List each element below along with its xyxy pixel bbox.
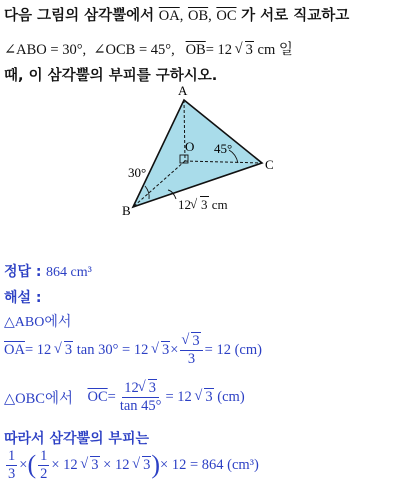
mid-part-2: × 12 [103,456,130,473]
eq-sign: = [107,388,116,405]
comma: , [179,8,184,24]
segment-oc: $\overline{OC}$ [216,8,237,24]
ob-unit: cm 일 [257,42,293,58]
eq-part: = 12 [24,341,52,358]
sqrt-radicand: 3 [205,388,213,405]
sqrt-symbol [152,342,170,359]
problem-line-2: ∠ABO = 30°, ∠OCB = 45°, $\overline{OB}= 12$ √ 3 cm 일 [4,38,293,59]
length-prefix: 12 [178,197,191,212]
fraction-numerator: 1 [40,448,48,464]
result: = 12 (cm) [204,341,262,358]
sqrt-radicand: 3 [192,333,200,349]
angle-abo-text: ∠ABO = 30° [4,42,83,58]
step2-equation [4,380,245,414]
comma: , [208,8,212,24]
angle-ocb-text: ∠OCB = 45° [93,42,172,58]
segment-ob: $\overline{OB}$ [187,8,209,24]
problem-line-3: 때, 이 삼각뿔의 부피를 구하시오. [4,68,218,84]
fraction-denominator: 2 [40,465,48,482]
times-sign: × [19,456,28,473]
segment-oa: $\overline{OA}$ [4,341,25,358]
label-a: A [178,83,188,98]
sqrt-symbol [195,389,213,406]
unit: (cm) [217,388,245,405]
angle-30-label: 30° [128,165,147,180]
problem-intro: 다음 그림의 삼각뿔에서 [4,8,155,24]
sqrt-radicand: 3 [245,42,253,58]
fraction [38,448,49,482]
sqrt-radicand: 3 [161,341,170,358]
step2-title: △OBC에서 [4,390,73,407]
fraction [6,448,17,482]
step3-equation [4,448,259,482]
sqrt-symbol [139,380,157,397]
sqrt-radicand: 3 [201,197,208,212]
left-paren: ( [27,450,37,480]
mid-part: × 12 [51,456,78,473]
step1-title: △ABO에서 [4,315,72,330]
fraction-denominator: tan 45° [119,397,162,414]
tail-part: × 12 = 864 (cm³) [160,456,259,473]
length-label [178,197,228,213]
fraction [180,333,202,367]
segment-ob-label: $\overline{OB}$ [185,42,206,58]
sqrt-radicand: 3 [91,456,99,473]
label-c: C [265,157,274,172]
step1-equation [4,333,262,367]
step3-title: 따라서 삼각뿔의 부피는 [4,431,149,447]
segment-oa: $\overline{OA}$ [158,8,180,24]
sqrt-symbol [133,457,151,474]
sqrt-radicand: 3 [143,456,151,473]
sqrt-symbol [182,333,200,350]
times-sign: × [170,341,179,358]
right-paren: ) [151,450,161,480]
angle-45-label: 45° [214,141,233,156]
tan-part: tan 30° = 12 [76,341,149,358]
fraction [118,380,164,414]
answer-line [4,261,92,281]
fraction-numerator: 12 [124,380,139,396]
solution-header: 해설 : [4,290,42,306]
answer-value: 864 cm³ [45,265,92,280]
fraction-numerator: 1 [8,448,16,464]
sqrt-symbol [191,197,209,213]
fraction-denominator: 3 [187,350,196,367]
sqrt-radicand: 3 [148,380,157,396]
segment-oc: $\overline{OC}$ [87,388,108,405]
sqrt-radicand: 3 [64,341,73,358]
length-unit: cm [211,197,228,212]
problem-tail: 가 서로 직교하고 [241,8,350,24]
ob-eq: = 12 [205,42,233,58]
label-o: O [185,139,195,154]
fraction-denominator: 3 [8,465,16,482]
label-b: B [122,203,131,218]
eq-part: = 12 [165,388,192,405]
answer-label: 정답 : [4,264,42,280]
sqrt-symbol [81,457,99,474]
sqrt-symbol [55,342,73,359]
